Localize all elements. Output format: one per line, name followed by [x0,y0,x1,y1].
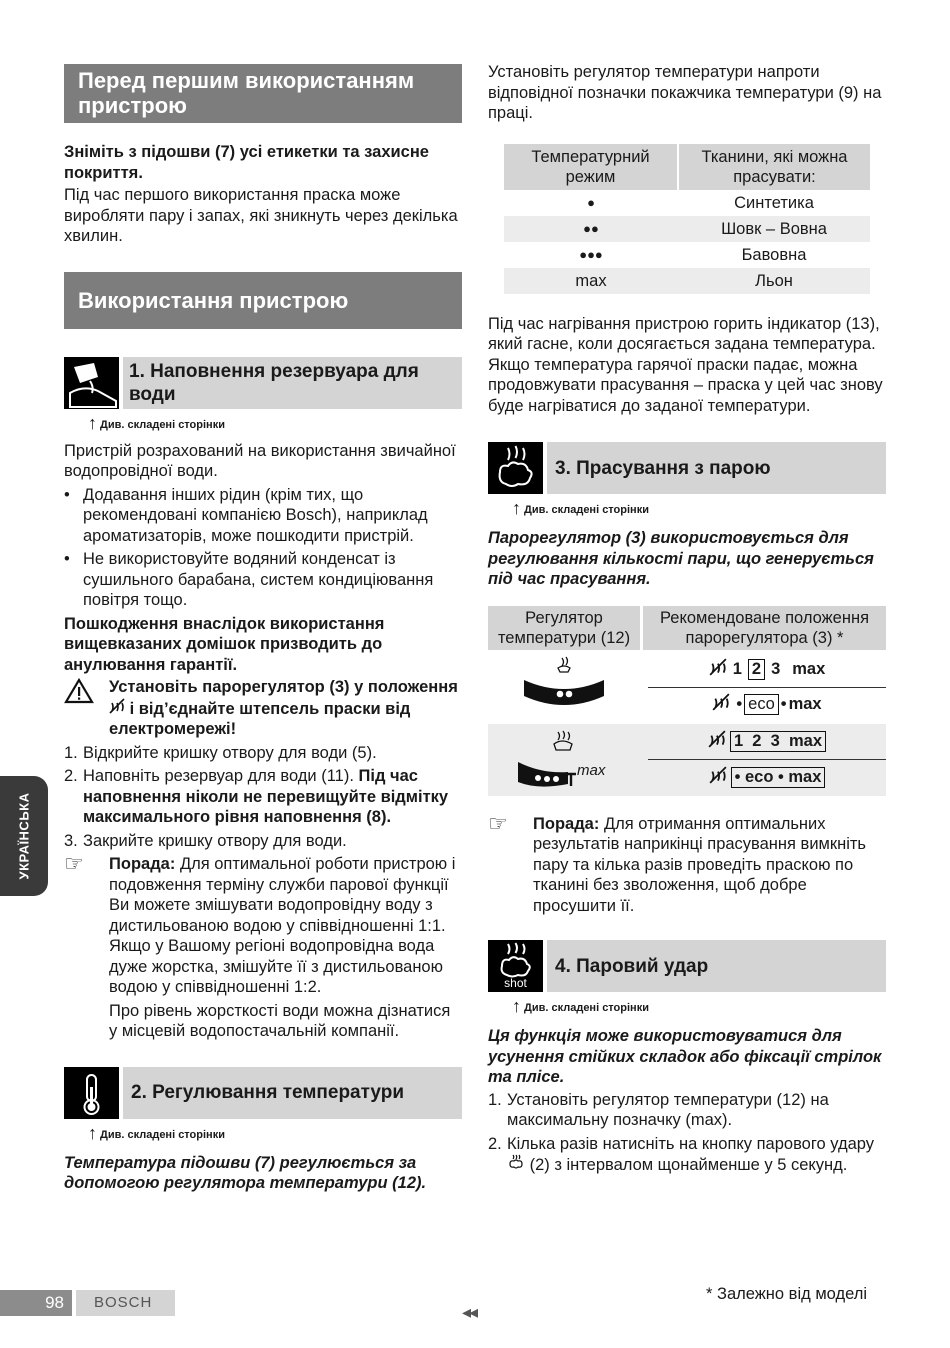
see-fold-out-pages [512,500,886,516]
table-header: Регулятор температури (12) [488,606,640,650]
tip-label: Порада: [109,855,176,873]
table-cell: ● [587,194,595,210]
steam-level: • [736,695,743,713]
no-steam-icon [709,766,727,789]
step-text: Наповніть резервуар для води (11). [83,767,354,785]
steam-level-selected: 2 [748,659,765,680]
caution-text-b: і від’єднайте штепсель праски від електромережі! [109,699,411,738]
list-item [64,743,462,764]
steam-level: • [780,695,787,713]
table-cell: max [575,271,607,290]
step-text: Установіть регулятор температури (12) на максимальну позначку (max). [507,1090,829,1129]
subsection-title: 2. Регулювання температури [123,1067,462,1119]
list-item [488,1090,886,1131]
steam-option-row [648,652,886,688]
steam-level: 2 [752,731,762,750]
list-item [64,766,462,828]
tip-block [488,810,886,917]
table-row [504,216,870,242]
see-fold-out-pages [512,998,886,1014]
table-cell: Бавовна [741,245,807,264]
table-header: Температурний режим [504,144,678,190]
see-pages-label: Див. складені сторінки [100,418,225,431]
steam-level: eco [744,767,774,786]
step-text: Відкрийте кришку отвору для води (5). [83,743,377,762]
list-item: • Додавання інших рідин (крім тих, що рекомендовані компанією Bosch), наприклад ароматизаторів, може пошкодити пристрій. [64,485,462,547]
steam-level: max [788,695,822,713]
steam-option-row [648,688,886,722]
fill-steps [64,743,462,852]
subsection-temperature [64,1067,462,1119]
steam-level: max [792,659,826,678]
set-temperature-text: Установіть регулятор температури напроти відповідної позначки покажчика температури (9) на праці. [488,63,882,122]
steam-level: 3 [771,659,781,678]
table-cell: Льон [755,271,793,290]
language-tab-label: УКРАЇНСЬКА [16,792,32,880]
see-fold-out-pages [88,1122,462,1143]
step-bold: Під час наповнення ніколи не перевищуйте відмітку максимального рівня наповнення (8). [83,767,449,826]
steam-settings-table [488,606,886,796]
brand-label: BOSCH [76,1290,175,1316]
footnote: * Залежно від моделі [706,1285,868,1303]
pointing-hand-icon: ☞ [488,810,508,836]
first-use-text: Під час першого використання праска може виробляти пару і запах, які зникнуть через декілька хвилин. [64,186,458,245]
dial-dots-icon [488,652,640,722]
temperature-table [504,144,870,294]
caution-text-a: Установіть парорегулятор (3) у положення [109,678,458,696]
tip-text-2: Про рівень жорсткості води можна дізнатися у місцевій водопостачальній компанії. [109,1001,451,1040]
pointing-hand-icon: ☞ [64,851,84,876]
steam-option-row [648,724,886,760]
list-item: • Не використовуйте водяний конденсат із сушильного барабана, систем кондиціювання повітря тощо. [64,549,462,611]
no-steam-icon [709,658,727,681]
step-number: 2. [488,1134,502,1153]
tip-text [109,854,462,998]
language-tab [0,776,48,896]
warning-bullets [64,485,462,611]
table-row [504,242,870,268]
steam-level-selected [730,731,826,752]
steam-level: 3 [770,731,780,750]
subsection-steam-shot [488,940,886,992]
steam-level: max [788,767,822,786]
steam-level-selected [731,767,826,788]
table-header: Тканини, які можна прасувати: [701,147,848,186]
table-cell: Синтетика [734,193,814,212]
steam-shot-steps [488,1090,886,1176]
steam-group-low [488,652,886,722]
table-header-row [488,606,886,650]
dial-max-icon [488,724,640,796]
caution-text [109,677,462,740]
table-header: Рекомендоване положення парорегулятора (3) * [643,606,886,650]
subsection-title: 4. Паровий удар [547,940,886,992]
tip-body: Для оптимальної роботи пристрою і подовження терміну служби парової функції Ви можете змішувати водопровідну воду з дистильованою водою у співвідношенні 1:1. Якщо у Вашому регіоні водопровідна вода дуже жорстка, змішуйте її з дистильованою водою у співвідношенні 1:2. [109,855,456,996]
steam-option-row [648,760,886,795]
list-item [488,1134,886,1176]
table-cell: ●● [583,220,599,236]
left-column [64,64,462,1194]
see-pages-label: Див. складені сторінки [524,1002,649,1014]
steam-level: • [778,767,784,786]
table-row [504,190,870,216]
see-pages-label: Див. складені сторінки [100,1128,225,1141]
thermometer-icon [64,1067,119,1119]
table-cell: Шовк – Вовна [721,219,827,238]
step-number: 2. [64,767,78,785]
list-item [64,831,462,852]
steam-shot-text: Ця функція може використовуватися для усунення стійких складок або фіксації стрілок та плісе. [488,1027,882,1086]
steam-burst-icon [507,1156,525,1174]
step-text: Кілька разів натисніть на кнопку парового удару [507,1134,874,1153]
arrow-up-icon: ↑ [512,498,521,518]
tip-text [533,814,886,917]
table-header-row [504,144,870,190]
steam-level: • [734,767,741,786]
step-number: 1. [488,1090,502,1109]
dial-max-label: max [577,761,606,779]
temperature-regulation-text: Температура підошви (7) регулюється за допомогою регулятора температури (12). [64,1153,427,1192]
arrow-up-icon: ↑ [512,996,521,1016]
warranty-warning: Пошкодження внаслідок використання вищевказаних домішок призводить до анулювання гарантії. [64,614,385,674]
heating-indicator-text: Під час нагрівання пристрою горить індикатор (13), який гасне, коли досягається задана температура. Якщо температура гарячої праски падає, можна продовжувати прасування – праска у цей час знову буде нагріватися до заданої температури. [488,314,883,415]
steam-level: max [789,731,823,750]
caution-block [64,677,462,740]
step-number: 1. [64,743,78,762]
see-pages-label: Див. складені сторінки [524,504,649,516]
arrow-up-icon: ↑ [88,412,97,433]
section-title-using-device: Використання пристрою [64,272,462,329]
warning-triangle-icon [64,677,109,740]
remove-labels-text: Зніміть з підошви (7) усі етикетки та захисне покриття. [64,143,429,182]
shot-label: shot [504,976,527,990]
step-number: 3. [64,831,78,850]
tip-body: Для отримання оптимальних результатів наприкінці прасування вимкніть пару та кілька разів проведіть праскою по тканині без зволоження, щоб добре просушити її. [533,814,867,915]
tip-label: Порада: [533,814,600,833]
steam-icon [488,442,543,494]
page-nav-arrows[interactable]: ◂◂ [462,1302,477,1322]
table-row [504,268,870,294]
steam-group-high [488,724,886,796]
steam-level: 1 [733,731,744,750]
subsection-title: 1. Наповнення резервуара для води [123,357,462,409]
arrow-up-icon: ↑ [88,1122,97,1143]
no-steam-icon [712,693,730,716]
subsection-title: 3. Прасування з парою [547,442,886,494]
no-steam-icon [708,730,726,753]
table-cell: ●●● [579,246,603,262]
steam-regulator-text: Парорегулятор (3) використовується для регулювання кількості пари, що генерується під час прасування. [488,529,874,588]
right-column [488,64,886,1176]
tip-block [64,851,462,1042]
step-text: Закрийте кришку отвору для води. [83,831,347,850]
see-fold-out-pages [88,412,462,433]
steam-level-selected: eco [744,694,779,715]
subsection-fill-water [64,357,462,409]
section-title-before-first-use: Перед першим використанням пристрою [64,64,462,123]
steam-level: 1 [732,659,742,678]
page-number: 98 [0,1290,72,1316]
no-steam-icon [109,700,130,718]
steam-shot-icon [488,940,543,992]
water-jug-icon [64,357,119,409]
step-text: (2) з інтервалом щонайменше у 5 секунд. [529,1156,848,1174]
subsection-steam-ironing [488,442,886,494]
tap-water-text: Пристрій розрахований на використання звичайної водопровідної води. [64,441,456,480]
